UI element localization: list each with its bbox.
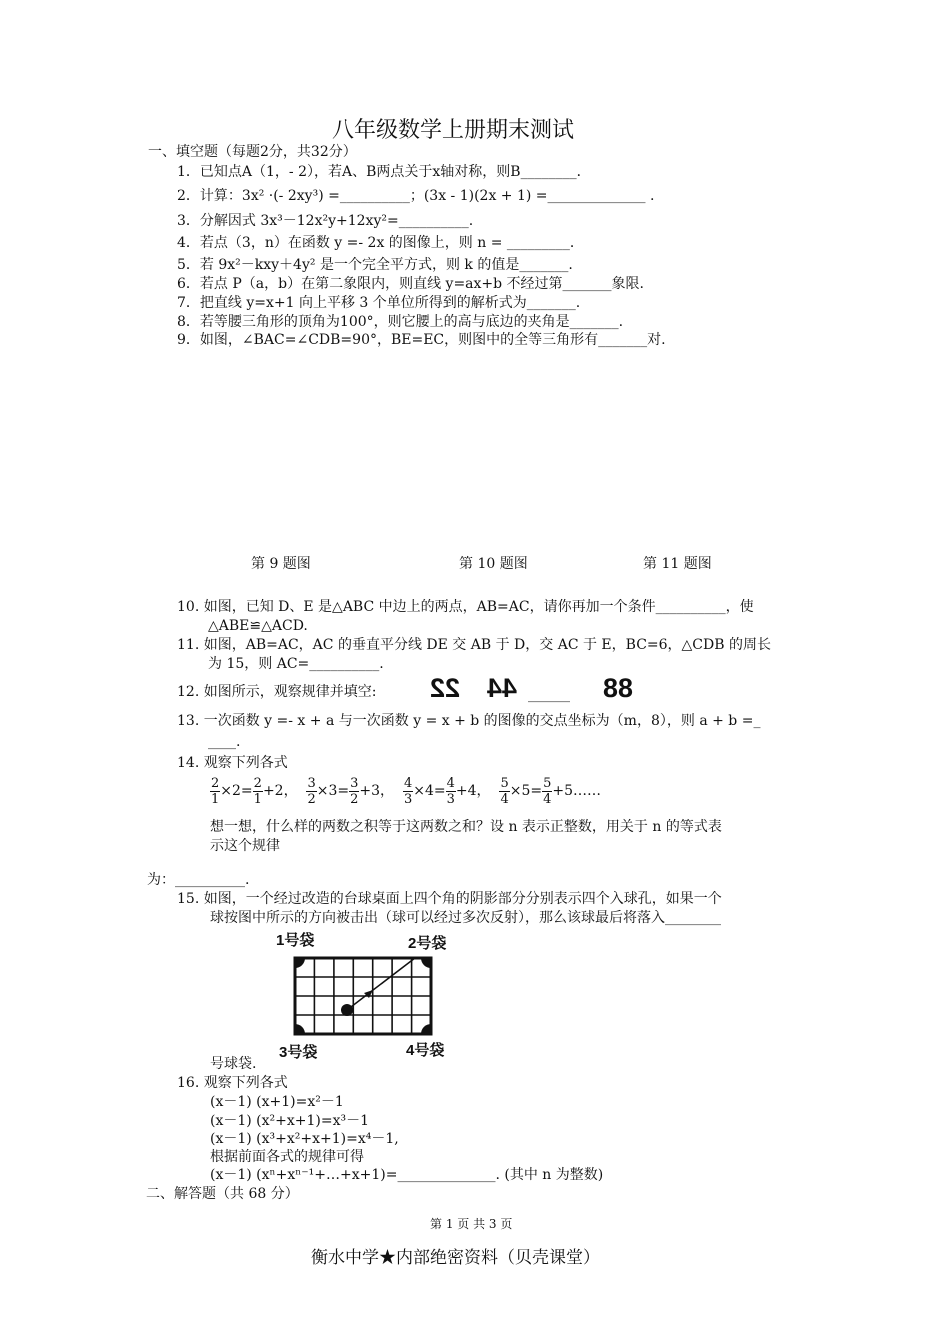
fraction: $\frac{3}{2}$ <box>350 775 359 807</box>
question-7: 7．把直线 y=x+1 向上平移 3 个单位所得到的解析式为_______. <box>177 295 581 311</box>
pocket-1-shape <box>295 958 305 968</box>
fraction: $\frac{2}{1}$ <box>253 775 262 807</box>
question-6: 6．若点 P（a，b）在第二象限内，则直线 y=ax+b 不经过第_______象限. <box>177 276 645 292</box>
fraction: $\frac{2}{1}$ <box>211 775 220 807</box>
fraction: $\frac{5}{4}$ <box>500 775 509 807</box>
question-16-line-2: (x－1) (x²+x+1)=x³－1 <box>210 1113 370 1129</box>
fraction: $\frac{4}{3}$ <box>403 775 413 807</box>
figure-10-caption: 第 10 题图 <box>459 556 528 572</box>
question-16-line-5: (x－1) (xⁿ+xⁿ⁻¹+…+x+1)=______________. (其中 n 为整数) <box>210 1167 604 1183</box>
bottom-note: 衡水中学★内部绝密资料（贝壳课堂） <box>311 1248 600 1268</box>
question-16-line-1: (x－1) (x+1)=x²－1 <box>210 1094 344 1110</box>
question-15-line-2: 球按图中所示的方向被击出（球可以经过多次反射），那么该球最后将落入________ <box>210 910 721 926</box>
question-14-line-1: 想一想，什么样的两数之积等于这两数之和？设 n 表示正整数，用关于 n 的等式表 <box>210 819 722 835</box>
pocket-label-1: 1号袋 <box>276 932 315 949</box>
pocket-3-shape <box>295 1024 305 1034</box>
question-2: 2．计算：3x² ·(- 2xy³) =__________；(3x - 1)(2x + 1) =______________ . <box>177 188 655 204</box>
question-5: 5．若 9x²－kxy＋4y² 是一个完全平方式，则 k 的值是_______. <box>177 257 573 273</box>
question-11-line-2: 为 15，则 AC=__________. <box>208 656 384 672</box>
question-14-fractions: $\frac{2}{1}$ ×2= $\frac{2}{1}$ +2， $\frac{3}{2}$ ×3= $\frac{3}{2}$ +3， $\frac{4}{3}$ ×4= $\frac{4}{3}$ +4， $\frac{5}{4}$ ×5= $\frac{5}{4}$ +5…… <box>211 775 602 807</box>
question-1: 1．已知点A（1，- 2），若A、B两点关于x轴对称，则B________． <box>177 164 591 180</box>
question-9: 9．如图，∠BAC=∠CDB=90°，BE=EC，则图中的全等三角形有_______对. <box>177 332 666 348</box>
pocket-2-shape <box>421 958 431 968</box>
page-number-footer: 第 1 页 共 3 页 <box>430 1217 513 1231</box>
question-11-line-1: 11. 如图，AB=AC，AC 的垂直平分线 DE 交 AB 于 D，交 AC 于 E，BC=6，△CDB 的周长 <box>177 637 771 653</box>
question-10-line-1: 10. 如图，已知 D、E 是△ABC 中边上的两点，AB=AC，请你再加一个条件__________，使 <box>177 599 754 615</box>
pocket-4-shape <box>421 1024 431 1034</box>
figure-9-caption: 第 9 题图 <box>251 556 311 572</box>
fraction: $\frac{5}{4}$ <box>543 775 552 807</box>
mirror-number-88: 88 <box>603 673 634 703</box>
question-14-answer: 为：__________. <box>147 872 250 888</box>
question-14-label: 14. 观察下列各式 <box>177 755 288 771</box>
section-1-heading: 一、填空题（每题2分，共32分） <box>148 144 357 160</box>
question-3: 3．分解因式 3x³－12x²y+12xy²=__________. <box>177 213 474 229</box>
pocket-label-2: 2号袋 <box>408 935 447 952</box>
question-8: 8．若等腰三角形的顶角为100°，则它腰上的高与底边的夹角是_______. <box>177 314 624 330</box>
mirror-number-44: 44 <box>487 673 518 703</box>
question-13-line-1: 13. 一次函数 y =- x + a 与一次函数 y = x + b 的图像的交点坐标为（m，8），则 a + b =_ <box>177 713 761 729</box>
cue-ball <box>341 1004 353 1016</box>
question-12-blank: ______ <box>528 687 570 703</box>
question-14-line-2: 示这个规律 <box>210 838 280 854</box>
mirror-number-22: 22 <box>430 673 461 703</box>
question-15-end: 号球袋. <box>210 1056 257 1072</box>
question-10-line-2: △ABE≌△ACD. <box>208 618 308 634</box>
question-15-line-1: 15. 如图，一个经过改造的台球桌面上四个角的阴影部分分别表示四个入球孔，如果一个 <box>177 891 722 907</box>
question-16-line-4: 根据前面各式的规律可得 <box>210 1149 364 1165</box>
figure-11-caption: 第 11 题图 <box>643 556 712 572</box>
question-4: 4．若点（3，n）在函数 y =- 2x 的图像上，则 n = _________． <box>177 235 584 251</box>
pocket-label-4: 4号袋 <box>406 1042 445 1059</box>
question-16-line-3: (x－1) (x³+x²+x+1)=x⁴－1, <box>210 1131 399 1147</box>
question-12-text: 12. 如图所示，观察规律并填空: <box>177 684 377 700</box>
billiard-table-figure <box>290 953 436 1039</box>
fraction: $\frac{4}{3}$ <box>446 775 455 807</box>
ball-path-line <box>347 958 415 1010</box>
page-title: 八年级数学上册期末测试 <box>332 118 575 143</box>
section-2-heading: 二、解答题（共 68 分） <box>146 1186 299 1202</box>
fraction: $\frac{3}{2}$ <box>307 775 316 807</box>
question-13-line-2: ____. <box>208 734 241 750</box>
question-16-label: 16. 观察下列各式 <box>177 1075 288 1091</box>
pocket-label-3: 3号袋 <box>279 1044 318 1061</box>
